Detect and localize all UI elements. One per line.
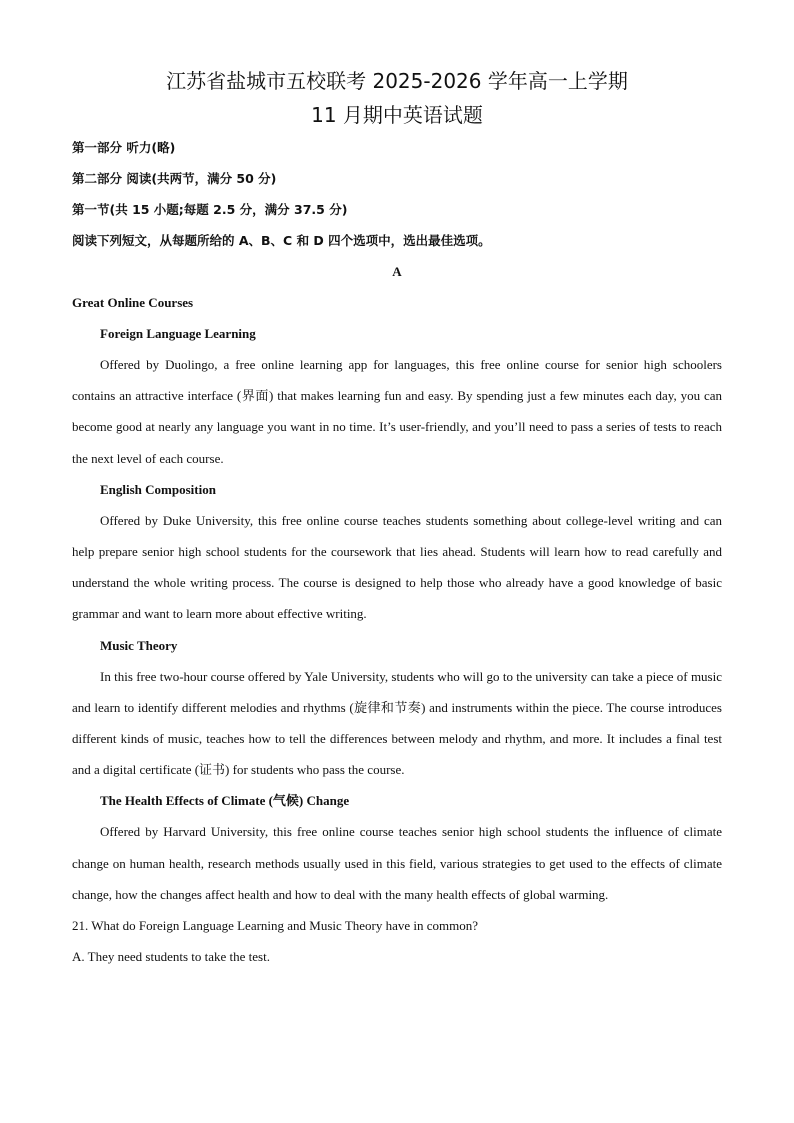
course-text-music-theory: In this free two-hour course offered by Yale University, students who will go to the university can take a piece of music and learn to identify different melodies and rhythms (旋律和节奏) and instruments within the piece. The course introduces different kinds of music, teaches how to tell the differences between melody and rhythm, and more. It includes a final test and a digital certificate (证书) for students who pass the course. [72, 668, 722, 778]
course-text-english-composition: Offered by Duke University, this free online course teaches students something about college-level writing and can help prepare senior high school students for the coursework that lies ahead. Students will learn how to read carefully and understand the whole writing process. The course is designed to help those who already have a good knowledge of basic grammar and want to learn more about effective writing. [72, 512, 722, 622]
section-one-header: 第一节(共 15 小题;每题 2.5 分，满分 37.5 分) [72, 202, 348, 217]
course-title-foreign-language: Foreign Language Learning [100, 326, 256, 341]
course-text-foreign-language: Offered by Duolingo, a free online learning app for languages, this free online course for senior high schoolers contains an attractive interface (界面) that makes learning fun and easy. By spending just a few minutes each day, you can become good at nearly any language you want in no time. It’s user-friendly, and you’ll need to pass a series of tests to reach the next level of each course. [72, 357, 722, 466]
reading-instructions: 阅读下列短文，从每题所给的 A、B、C 和 D 四个选项中，选出最佳选项。 [72, 233, 491, 248]
exam-title-line-2: 11 月期中英语试题 [311, 103, 483, 127]
course-title-english-composition: English Composition [100, 481, 216, 497]
course-title-climate-health: The Health Effects of Climate (气候) Change [100, 793, 350, 809]
exam-title-line-1: 江苏省盐城市五校联考 2025-2026 学年高一上学期 [166, 69, 628, 93]
part-two-header: 第二部分 阅读(共两节，满分 50 分) [72, 171, 277, 186]
question-21-stem: 21. What do Foreign Language Learning and Music Theory have in common? [72, 918, 479, 934]
passage-label: A [392, 264, 402, 279]
course-title-music-theory: Music Theory [100, 637, 178, 653]
exam-page [72, 64, 722, 972]
question-21-option-a: A. They need students to take the test. [72, 949, 270, 965]
course-text-climate-health: Offered by Harvard University, this free online course teaches senior high school students the influence of climate change on human health, research methods usually used in this field, various strategies to get used to the effects of climate change, how the changes affect health and how to deal with the many health effects of global warming. [72, 824, 722, 902]
passage-heading: Great Online Courses [72, 295, 194, 310]
part-one-header: 第一部分 听力(略) [72, 140, 176, 155]
